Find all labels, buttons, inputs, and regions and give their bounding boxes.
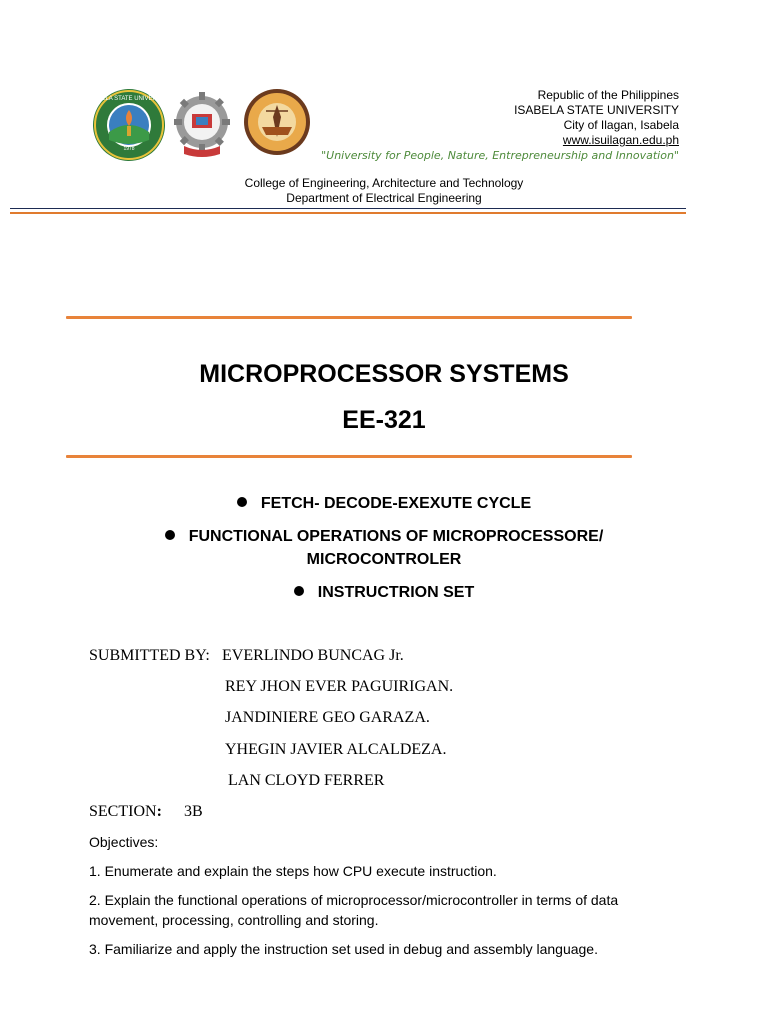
member-name: REY JHON EVER PAGUIRIGAN. xyxy=(225,678,454,695)
website-link[interactable]: www.isuilagan.edu.ph xyxy=(562,133,679,147)
header-divider-orange xyxy=(10,212,686,214)
section-value: 3B xyxy=(184,803,203,820)
member-name: EVERLINDO BUNCAG Jr. xyxy=(222,647,404,664)
course-title: MICROPROCESSOR SYSTEMS xyxy=(199,360,569,388)
department-seal-logo xyxy=(244,87,310,157)
topic-label: FUNCTIONAL OPERATIONS OF MICROPROCESSORE/ xyxy=(188,528,604,545)
seal-year: 1978 xyxy=(123,146,135,152)
header-address-block xyxy=(321,88,679,163)
member-name: JANDINIERE GEO GARAZA. xyxy=(225,709,430,726)
member-name: YHEGIN JAVIER ALCALDEZA. xyxy=(225,741,447,758)
engineering-gear-logo xyxy=(172,90,232,160)
topic-item xyxy=(0,582,768,604)
member-name: LAN CLOYD FERRER xyxy=(228,772,385,789)
header-country: Republic of the Philippines xyxy=(537,88,679,102)
objectives-heading: Objectives: xyxy=(89,834,159,850)
title-top-bar xyxy=(66,316,632,319)
department-name: Department of Electrical Engineering xyxy=(286,191,482,205)
seal-text: ISABELA STATE UNIVERSITY xyxy=(87,96,171,102)
bullet-icon xyxy=(294,586,304,596)
submitted-by-label: SUBMITTED BY: xyxy=(89,647,210,664)
bullet-icon xyxy=(237,497,247,507)
header-university: ISABELA STATE UNIVERSITY xyxy=(514,103,679,117)
university-motto: "University for People, Nature, Entrepreneurship and Innovation" xyxy=(321,149,679,162)
objective-item: 1. Enumerate and explain the steps how CPU execute instruction. xyxy=(89,863,497,879)
topic-item-continuation: MICROCONTROLER xyxy=(306,551,462,568)
objective-item-continuation: movement, processing, controlling and storing. xyxy=(89,912,379,928)
bullet-icon xyxy=(165,530,175,540)
objective-item: 2. Explain the functional operations of microprocessor/microcontroller in terms of data xyxy=(89,892,619,908)
course-code: EE-321 xyxy=(342,406,426,434)
topic-item xyxy=(0,526,768,548)
section-colon: : xyxy=(156,803,162,820)
title-bottom-bar xyxy=(66,455,632,458)
header-city: City of Ilagan, Isabela xyxy=(563,118,679,132)
college-block xyxy=(0,176,768,206)
topic-item xyxy=(0,493,768,515)
topic-label: INSTRUCTRION SET xyxy=(317,584,475,601)
header-divider-navy xyxy=(10,208,686,209)
objective-item: 3. Familiarize and apply the instruction set used in debug and assembly language. xyxy=(89,941,598,957)
section-label-text: SECTION xyxy=(89,803,157,820)
college-name: College of Engineering, Architecture and Technology xyxy=(244,176,524,190)
topic-label: FETCH- DECODE-EXEXUTE CYCLE xyxy=(260,495,532,512)
section-label xyxy=(89,803,162,821)
